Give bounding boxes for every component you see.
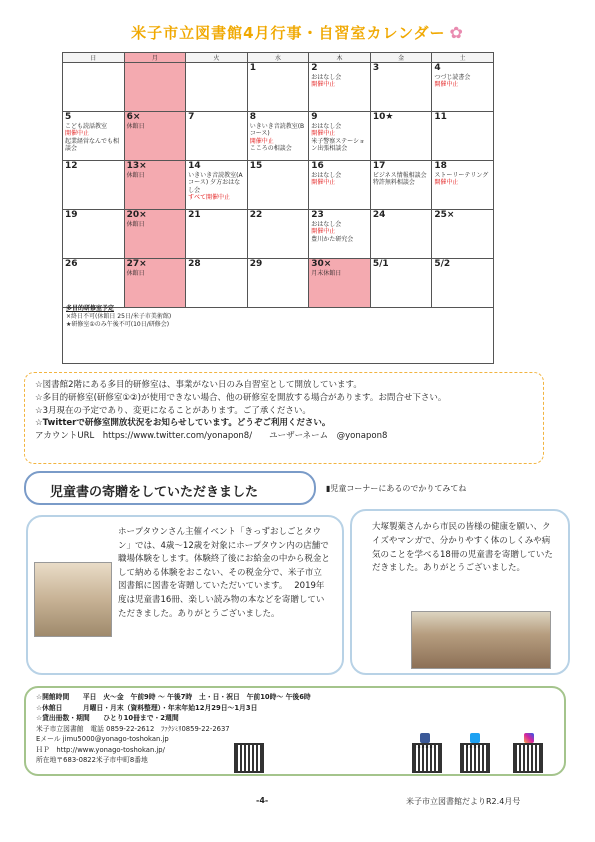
day-number: 4 xyxy=(434,63,441,73)
closed-label: 休館日 xyxy=(126,220,145,228)
day-number: 1 xyxy=(249,63,256,73)
calendar-cell xyxy=(124,63,186,112)
closed-label: 月末休館日 xyxy=(311,269,342,277)
qr-code-twitter[interactable] xyxy=(462,745,488,771)
calendar-week xyxy=(63,210,494,259)
facebook-icon[interactable] xyxy=(420,733,430,743)
study-room-notice xyxy=(24,372,544,464)
day-number: 6× xyxy=(126,112,141,122)
event-text: こころの相談会 xyxy=(249,145,292,153)
day-number: 9 xyxy=(311,112,318,122)
homepage[interactable]: ＨＰ http://www.yonago-toshokan.jp/ xyxy=(36,745,165,754)
event-text: いきいき音読教室(Bコース) xyxy=(249,122,305,138)
calendar-cell xyxy=(309,161,371,210)
calendar-cell xyxy=(432,210,494,259)
calendar-notes xyxy=(66,305,171,329)
event-text: 米子警察ステーション出張相談会 xyxy=(311,137,365,153)
day-number: 28 xyxy=(188,259,201,269)
day-number: 22 xyxy=(249,210,263,220)
day-number: 5 xyxy=(65,112,72,122)
event-status: 開催中止 xyxy=(65,130,90,138)
calendar-week xyxy=(63,112,494,161)
calendar-cell xyxy=(63,112,125,161)
calendar-week xyxy=(63,161,494,210)
calendar-cell xyxy=(309,112,371,161)
qr-code-homepage[interactable] xyxy=(236,745,262,771)
calendar-cell xyxy=(432,259,494,308)
day-number: 12 xyxy=(65,161,78,171)
day-number: 24 xyxy=(372,210,386,220)
event-text: おはなし会 xyxy=(311,122,342,130)
calendar-cell xyxy=(63,210,125,259)
calendar-cell xyxy=(432,161,494,210)
day-number: 30× xyxy=(311,259,332,269)
calendar-cell xyxy=(370,161,432,210)
day-number: 10★ xyxy=(372,112,394,122)
calendar-cell xyxy=(247,161,309,210)
closed-label: 休館日 xyxy=(126,122,145,130)
page-title: 米子市立図書館4月行事・自習室カレンダー ✿ xyxy=(131,23,464,42)
calendar-cell xyxy=(247,259,309,308)
calendar-cell xyxy=(186,112,248,161)
calendar-cell xyxy=(63,63,125,112)
event-status: 開催中止 xyxy=(311,179,336,187)
qr-code-facebook[interactable] xyxy=(414,745,440,771)
newsletter-name: 米子市立図書館だよりR2.4月号 xyxy=(406,797,521,806)
bookshelf-icon: ▮ xyxy=(326,484,331,493)
loan-info: ☆貸出冊数・期間 ひとり10冊まで・2週間 xyxy=(36,714,179,723)
event-status: 開催中止 xyxy=(311,228,336,236)
event-text: つづじ読書会 xyxy=(434,73,471,81)
day-number: 18 xyxy=(434,161,447,171)
day-number: 20× xyxy=(126,210,147,220)
calendar-cell xyxy=(63,259,125,308)
event-text: おはなし会 xyxy=(311,171,342,179)
day-number: 3 xyxy=(372,63,380,73)
day-number: 5/1 xyxy=(372,259,389,269)
closed-days: ☆休館日 月曜日・月末（資料整理）・年末年始12月29日～1月3日 xyxy=(36,703,258,712)
day-number: 15 xyxy=(249,161,263,171)
day-number: 17 xyxy=(372,161,386,171)
event-status: 開催中止 xyxy=(434,179,459,187)
calendar-cell xyxy=(186,63,248,112)
weekday: 月 xyxy=(124,53,186,63)
instagram-icon[interactable] xyxy=(524,733,534,743)
notice-line: ☆Twitterで研修室開放状況をお知らせしています。どうぞご利用ください。 xyxy=(35,418,331,429)
weekday: 金 xyxy=(370,53,432,63)
weekday: 日 xyxy=(63,53,125,63)
event-text: 豊川かた研究会 xyxy=(311,235,354,243)
event-status: 開催中止 xyxy=(434,81,459,89)
calendar-cell xyxy=(370,112,432,161)
calendar-cell xyxy=(124,112,186,161)
day-number: 7 xyxy=(188,112,195,122)
notes-heading: 多目的研修室予定 xyxy=(66,305,115,312)
calendar-cell xyxy=(370,259,432,308)
calendar-cell xyxy=(186,161,248,210)
day-number: 21 xyxy=(188,210,201,220)
weekday-header xyxy=(63,53,494,63)
calendar-week xyxy=(63,259,494,308)
hours: ☆開館時間 平日 火～金 午前9時 ～ 午後7時 土・日・祝日 午前10時～ 午後6時 xyxy=(36,693,311,701)
donation1-text: ホープタウンさん主催イベント「きっずおしごとタウン」では、4歳～12歳を対象にホープタウン内の店舗で職場体験をします。体験終了後にお給金の中から税金として納める体験をおこない、その税金分で、米子市立図書館に図書を寄贈していただいています。 2019年度は児童書16冊、楽しい読み物の本などを寄贈していただきました。ありがとうございました。 xyxy=(118,527,330,619)
day-number: 26 xyxy=(65,259,78,269)
day-number: 29 xyxy=(249,259,263,269)
side-note-text: 児童コーナーにあるのでかりてみてね xyxy=(330,484,467,493)
twitter-account-line[interactable]: アカウントURL https://www.twitter.com/yonapon8/ ユーザーネーム @yonapon8 xyxy=(35,431,388,441)
bookshelf-photo xyxy=(411,611,551,669)
day-number: 2 xyxy=(311,63,318,73)
event-text: 起業経営なんでも相談会 xyxy=(65,137,120,153)
calendar-cell xyxy=(186,210,248,259)
calendar-cell xyxy=(309,259,371,308)
closed-label: 休館日 xyxy=(126,171,145,179)
event-status: 開催中止 xyxy=(249,137,274,145)
day-number: 11 xyxy=(434,112,447,122)
twitter-icon[interactable] xyxy=(470,733,480,743)
notice-line: ☆3月現在の予定であり、変更になることがあります。ご了承ください。 xyxy=(35,405,311,416)
calendar-cell xyxy=(124,259,186,308)
weekday: 木 xyxy=(309,53,371,63)
event-status: 開催中止 xyxy=(311,130,336,138)
day-number: 23 xyxy=(311,210,324,220)
calendar-cell xyxy=(124,161,186,210)
day-number: 13× xyxy=(126,161,147,171)
flower-icon: ✿ xyxy=(449,23,464,42)
day-number: 27× xyxy=(126,259,147,269)
calendar-cell xyxy=(309,63,371,112)
event-text: いきいき音読教室(Aコース) 夕方おはなし会 xyxy=(188,171,243,194)
email[interactable]: Eメール jimu5000@yonago-toshokan.jp xyxy=(36,735,169,744)
banner-title: 児童書の寄贈をしていただきました xyxy=(50,485,259,500)
weekday: 水 xyxy=(247,53,309,63)
calendar-cell xyxy=(432,112,494,161)
calendar-cell xyxy=(370,63,432,112)
notice-line: ☆多目的研修室(研修室①②)が使用できない場合、他の研修室を開放する場合があります。お問合せ下さい。 xyxy=(35,392,447,403)
calendar-cell xyxy=(186,259,248,308)
kids-town-photo xyxy=(34,562,112,637)
day-number: 19 xyxy=(65,210,78,220)
day-number: 5/2 xyxy=(434,259,451,269)
calendar-cell xyxy=(432,63,494,112)
page-number: -4- xyxy=(256,796,269,805)
calendar-cell xyxy=(63,161,125,210)
event-text: おはなし会 xyxy=(311,73,342,81)
notes-line: ×終日不可(休館日 25日/米子市美術館) xyxy=(66,313,172,321)
qr-code-instagram[interactable] xyxy=(515,745,541,771)
notes-line: ★研修室①のみ午後不可(10日/研修会) xyxy=(66,321,170,329)
event-text: おはなし会 xyxy=(311,220,342,228)
calendar-cell xyxy=(247,112,309,161)
calendar-cell xyxy=(247,210,309,259)
day-number: 14 xyxy=(188,161,201,171)
event-text: こども読話教室 xyxy=(65,122,108,130)
calendar-week xyxy=(63,63,494,112)
calendar-cell xyxy=(309,210,371,259)
closed-label: 休館日 xyxy=(126,269,145,277)
banner-side-note xyxy=(326,483,466,494)
day-number: 16 xyxy=(311,161,324,171)
day-number: 25× xyxy=(434,210,455,220)
calendar-cell xyxy=(370,210,432,259)
address: 所在地〒683-0822米子市中町8番地 xyxy=(36,756,148,765)
notice-line: ☆図書館2階にある多目的研修室は、事業がない日のみ自習室として開放しています。 xyxy=(35,380,362,390)
event-status: 開催中止 xyxy=(311,81,336,89)
event-text: ストーリーテリング xyxy=(434,171,489,179)
day-number: 8 xyxy=(249,112,256,122)
weekday: 土 xyxy=(432,53,494,63)
phone: 米子市立図書館 電話 0859-22-2612 ﾌｧｸｼﾐﾘ0859-22-2637 xyxy=(36,724,230,733)
donation-banner xyxy=(24,471,316,505)
donation2-text: 大塚製薬さんから市民の皆様の健康を願い、クイズやマンガで、分かりやすく体のしくみや病気のことを学べる18冊の児童書を寄贈していただきました。ありがとうございました。 xyxy=(372,522,553,574)
event-text: ビジネス情報相談会 特許無料相談会 xyxy=(372,171,427,187)
event-status: すべて開催中止 xyxy=(188,194,231,202)
weekday: 火 xyxy=(186,53,248,63)
calendar-cell xyxy=(247,63,309,112)
calendar-cell xyxy=(124,210,186,259)
